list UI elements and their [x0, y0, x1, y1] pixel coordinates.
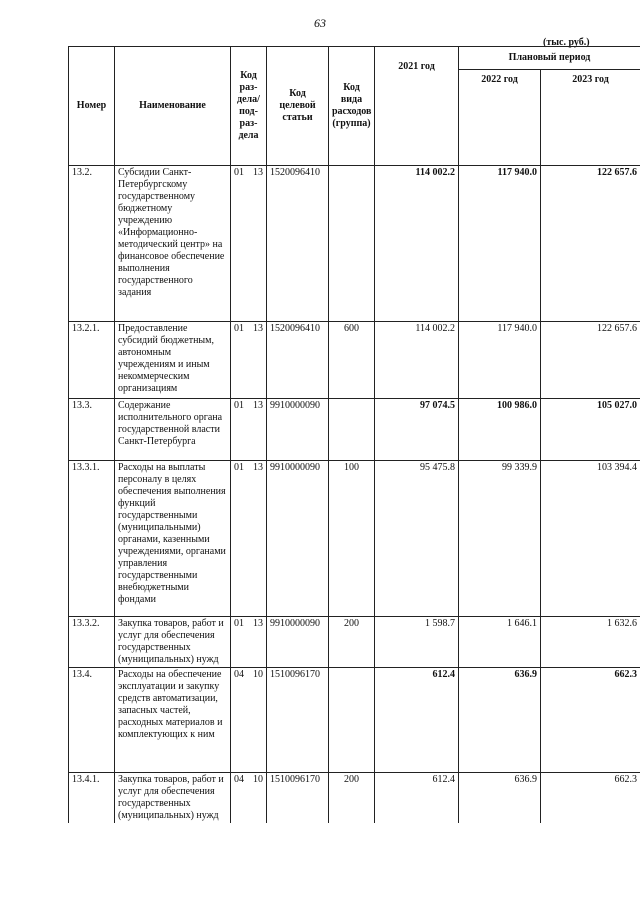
row-amount-2022: 117 940.0 — [459, 322, 541, 399]
table-row — [69, 617, 640, 668]
row-expense-code: 100 — [329, 461, 375, 617]
row-podrazdel: 10 — [253, 669, 263, 680]
header-planned-period: Плановый период — [459, 47, 640, 70]
row-expense-code: 200 — [329, 773, 375, 824]
header-2021: 2021 год — [375, 47, 459, 166]
row-amount-2022: 99 339.9 — [459, 461, 541, 617]
row-expense-code — [329, 399, 375, 461]
row-amount-2023: 105 027.0 — [541, 399, 640, 461]
units-note: (тыс. руб.) — [543, 37, 590, 48]
row-number: 13.4.1. — [69, 773, 115, 824]
row-razdel: 04 — [234, 669, 244, 680]
row-target-code: 9910000090 — [267, 399, 329, 461]
row-amount-2021: 612.4 — [375, 773, 459, 824]
row-amount-2022: 1 646.1 — [459, 617, 541, 668]
row-expense-code: 200 — [329, 617, 375, 668]
row-number: 13.2. — [69, 166, 115, 322]
row-razdel: 01 — [234, 462, 244, 473]
row-amount-2023: 122 657.6 — [541, 166, 640, 322]
row-podrazdel: 13 — [253, 462, 263, 473]
row-amount-2023: 103 394.4 — [541, 461, 640, 617]
row-expense-code — [329, 668, 375, 773]
page-number: 63 — [314, 16, 326, 30]
row-amount-2021: 97 074.5 — [375, 399, 459, 461]
row-amount-2023: 662.3 — [541, 773, 640, 824]
row-section-code — [231, 617, 267, 668]
header-number: Номер — [69, 47, 115, 166]
header-name: Наименование — [115, 47, 231, 166]
row-podrazdel: 13 — [253, 400, 263, 411]
row-expense-code — [329, 166, 375, 322]
table-body — [69, 166, 640, 824]
row-name: Расходы на выплаты персоналу в целях обеспечения выполнения функций государственными (муниципальными) органами, казенными учреждениями, органами управления государственными внебюджетными фондами — [115, 461, 231, 617]
row-section-code — [231, 668, 267, 773]
row-name: Закупка товаров, работ и услуг для обеспечения государственных (муниципальных) нужд — [115, 617, 231, 668]
row-amount-2022: 636.9 — [459, 773, 541, 824]
table-row — [69, 399, 640, 461]
row-section-code — [231, 773, 267, 824]
table-row — [69, 668, 640, 773]
row-amount-2021: 612.4 — [375, 668, 459, 773]
row-amount-2021: 1 598.7 — [375, 617, 459, 668]
row-podrazdel: 13 — [253, 323, 263, 334]
row-amount-2023: 662.3 — [541, 668, 640, 773]
row-amount-2022: 100 986.0 — [459, 399, 541, 461]
row-podrazdel: 10 — [253, 774, 263, 785]
table-row — [69, 322, 640, 399]
row-name: Содержание исполнительного органа государственной власти Санкт-Петербурга — [115, 399, 231, 461]
row-target-code: 1510096170 — [267, 773, 329, 824]
row-target-code: 9910000090 — [267, 461, 329, 617]
header-2022: 2022 год — [459, 70, 541, 166]
row-target-code: 1520096410 — [267, 322, 329, 399]
row-target-code: 9910000090 — [267, 617, 329, 668]
row-razdel: 01 — [234, 323, 244, 334]
row-razdel: 04 — [234, 774, 244, 785]
row-target-code: 1520096410 — [267, 166, 329, 322]
row-podrazdel: 13 — [253, 618, 263, 629]
row-section-code — [231, 166, 267, 322]
row-amount-2023: 122 657.6 — [541, 322, 640, 399]
row-razdel: 01 — [234, 400, 244, 411]
row-section-code — [231, 461, 267, 617]
table-row — [69, 773, 640, 824]
row-number: 13.3.1. — [69, 461, 115, 617]
row-target-code: 1510096170 — [267, 668, 329, 773]
row-amount-2022: 117 940.0 — [459, 166, 541, 322]
row-name: Предоставление субсидий бюджетным, автономным учреждениям и иным некоммерческим организациям — [115, 322, 231, 399]
row-amount-2021: 114 002.2 — [375, 322, 459, 399]
table-row — [69, 461, 640, 617]
row-amount-2022: 636.9 — [459, 668, 541, 773]
row-number: 13.2.1. — [69, 322, 115, 399]
header-row-1 — [69, 47, 640, 70]
row-amount-2021: 114 002.2 — [375, 166, 459, 322]
header-section: Код раз-дела/ под-раз-дела — [231, 47, 267, 166]
row-name: Расходы на обеспечение эксплуатации и закупку средств автоматизации, запасных частей, расходных материалов и комплектующих к ним — [115, 668, 231, 773]
row-razdel: 01 — [234, 618, 244, 629]
row-section-code — [231, 399, 267, 461]
header-2023: 2023 год — [541, 70, 640, 166]
row-amount-2021: 95 475.8 — [375, 461, 459, 617]
row-name: Закупка товаров, работ и услуг для обеспечения государственных (муниципальных) нужд — [115, 773, 231, 824]
row-section-code — [231, 322, 267, 399]
row-name: Субсидии Санкт-Петербургскому государственному бюджетному учреждению «Информационно-методический центр» на финансовое обеспечение выполнения государственного задания — [115, 166, 231, 322]
header-target: Код целевой статьи — [267, 47, 329, 166]
header-expense: Код вида расходов (группа) — [329, 47, 375, 166]
row-number: 13.4. — [69, 668, 115, 773]
row-number: 13.3.2. — [69, 617, 115, 668]
row-number: 13.3. — [69, 399, 115, 461]
row-podrazdel: 13 — [253, 167, 263, 178]
table-row — [69, 166, 640, 322]
budget-table — [68, 46, 640, 823]
row-amount-2023: 1 632.6 — [541, 617, 640, 668]
row-razdel: 01 — [234, 167, 244, 178]
row-expense-code: 600 — [329, 322, 375, 399]
